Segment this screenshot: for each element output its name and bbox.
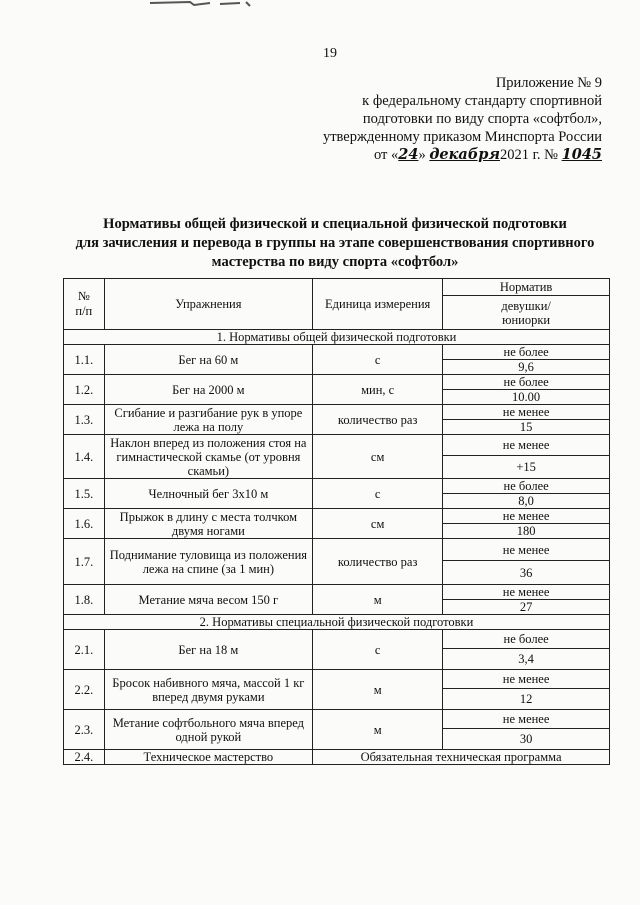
norms-table (63, 278, 610, 765)
row-number: 1.5. (64, 479, 105, 509)
table-row (64, 750, 610, 765)
annex-line-standard: к федеральному стандарту спортивной (362, 93, 602, 109)
row-number: 2.3. (64, 710, 105, 750)
row-condition: не менее (443, 539, 610, 561)
row-unit: количество раз (313, 405, 443, 435)
document-title (40, 215, 630, 272)
row-number: 1.3. (64, 405, 105, 435)
row-condition: не более (443, 630, 610, 649)
scan-artifact-mark (150, 0, 260, 8)
row-unit: с (313, 345, 443, 375)
row-exercise: Сгибание и разгибание рук в упоре лежа на полу (104, 405, 312, 435)
row-condition: не менее (443, 405, 610, 420)
row-merged-norm: Обязательная техническая программа (313, 750, 610, 765)
row-number: 1.4. (64, 435, 105, 479)
row-condition: не менее (443, 509, 610, 524)
row-value: 3,4 (443, 649, 610, 670)
row-value: 36 (443, 561, 610, 585)
table-row (64, 435, 610, 456)
row-unit: количество раз (313, 539, 443, 585)
header-num: № п/п (64, 279, 105, 330)
row-exercise: Поднимание туловища из положения лежа на спине (за 1 мин) (104, 539, 312, 585)
row-exercise: Бросок набивного мяча, массой 1 кг вперед двумя руками (104, 670, 312, 710)
row-exercise: Бег на 2000 м (104, 375, 312, 405)
row-unit: с (313, 630, 443, 670)
date-month: декабря (429, 146, 500, 163)
row-exercise: Прыжок в длину с места толчком двумя ногами (104, 509, 312, 539)
row-exercise: Бег на 18 м (104, 630, 312, 670)
header-exercise: Упражнения (104, 279, 312, 330)
table-row (64, 375, 610, 390)
row-number: 2.1. (64, 630, 105, 670)
row-condition: не более (443, 375, 610, 390)
row-value: 27 (443, 600, 610, 615)
row-value: 30 (443, 729, 610, 750)
table-row (64, 710, 610, 729)
row-number: 1.8. (64, 585, 105, 615)
page-number: 19 (323, 46, 337, 61)
table-row (64, 345, 610, 360)
date-prefix: от « (373, 147, 399, 163)
header-girls: девушки/ юниорки (443, 296, 610, 330)
row-value: 8,0 (443, 494, 610, 509)
annex-line-order: утвержденному приказом Минспорта России (322, 129, 602, 145)
row-condition: не менее (443, 585, 610, 600)
row-number: 2.2. (64, 670, 105, 710)
section-special-physical: 2. Нормативы специальной физической подготовки (64, 615, 610, 630)
row-exercise: Челночный бег 3х10 м (104, 479, 312, 509)
row-unit: м (313, 585, 443, 615)
row-unit: с (313, 479, 443, 509)
section-general-physical: 1. Нормативы общей физической подготовки (64, 330, 610, 345)
table-row (64, 585, 610, 600)
title-line-2: для зачисления и перевода в группы на этапе совершенствования спортивного (75, 235, 595, 251)
table-row (64, 539, 610, 561)
row-value: 12 (443, 689, 610, 710)
annex-title: Приложение № 9 (495, 75, 602, 91)
table-row (64, 405, 610, 420)
table-row (64, 479, 610, 494)
date-mid: » (418, 147, 426, 163)
row-exercise: Наклон вперед из положения стоя на гимнастической скамье (от уровня скамьи) (104, 435, 312, 479)
row-number: 1.2. (64, 375, 105, 405)
table-row (64, 630, 610, 649)
row-number: 1.1. (64, 345, 105, 375)
annex-block (302, 74, 602, 164)
row-exercise: Бег на 60 м (104, 345, 312, 375)
table-row (64, 509, 610, 524)
title-line-3: мастерства по виду спорта «софтбол» (211, 254, 459, 270)
row-condition: не менее (443, 435, 610, 456)
table-row (64, 670, 610, 689)
row-number: 1.6. (64, 509, 105, 539)
row-unit: см (313, 509, 443, 539)
row-number: 2.4. (64, 750, 105, 765)
date-day: 24 (398, 146, 419, 163)
annex-date-line (302, 146, 602, 164)
row-value: +15 (443, 456, 610, 479)
row-condition: не менее (443, 710, 610, 729)
row-value: 180 (443, 524, 610, 539)
row-condition: не более (443, 479, 610, 494)
header-norm: Норматив (443, 279, 610, 296)
row-value: 10.00 (443, 390, 610, 405)
row-number: 1.7. (64, 539, 105, 585)
row-unit: мин, с (313, 375, 443, 405)
row-value: 9,6 (443, 360, 610, 375)
row-unit: м (313, 710, 443, 750)
date-year: 2021 г. № (499, 147, 559, 163)
row-condition: не менее (443, 670, 610, 689)
row-unit: м (313, 670, 443, 710)
order-number: 1045 (561, 146, 602, 163)
row-value: 15 (443, 420, 610, 435)
row-exercise: Техническое мастерство (104, 750, 312, 765)
header-unit: Единица измерения (313, 279, 443, 330)
row-unit: см (313, 435, 443, 479)
row-exercise: Метание мяча весом 150 г (104, 585, 312, 615)
row-exercise: Метание софтбольного мяча вперед одной рукой (104, 710, 312, 750)
title-line-1: Нормативы общей физической и специальной физической подготовки (103, 216, 567, 232)
row-condition: не более (443, 345, 610, 360)
annex-line-sport: подготовки по виду спорта «софтбол», (362, 111, 602, 127)
